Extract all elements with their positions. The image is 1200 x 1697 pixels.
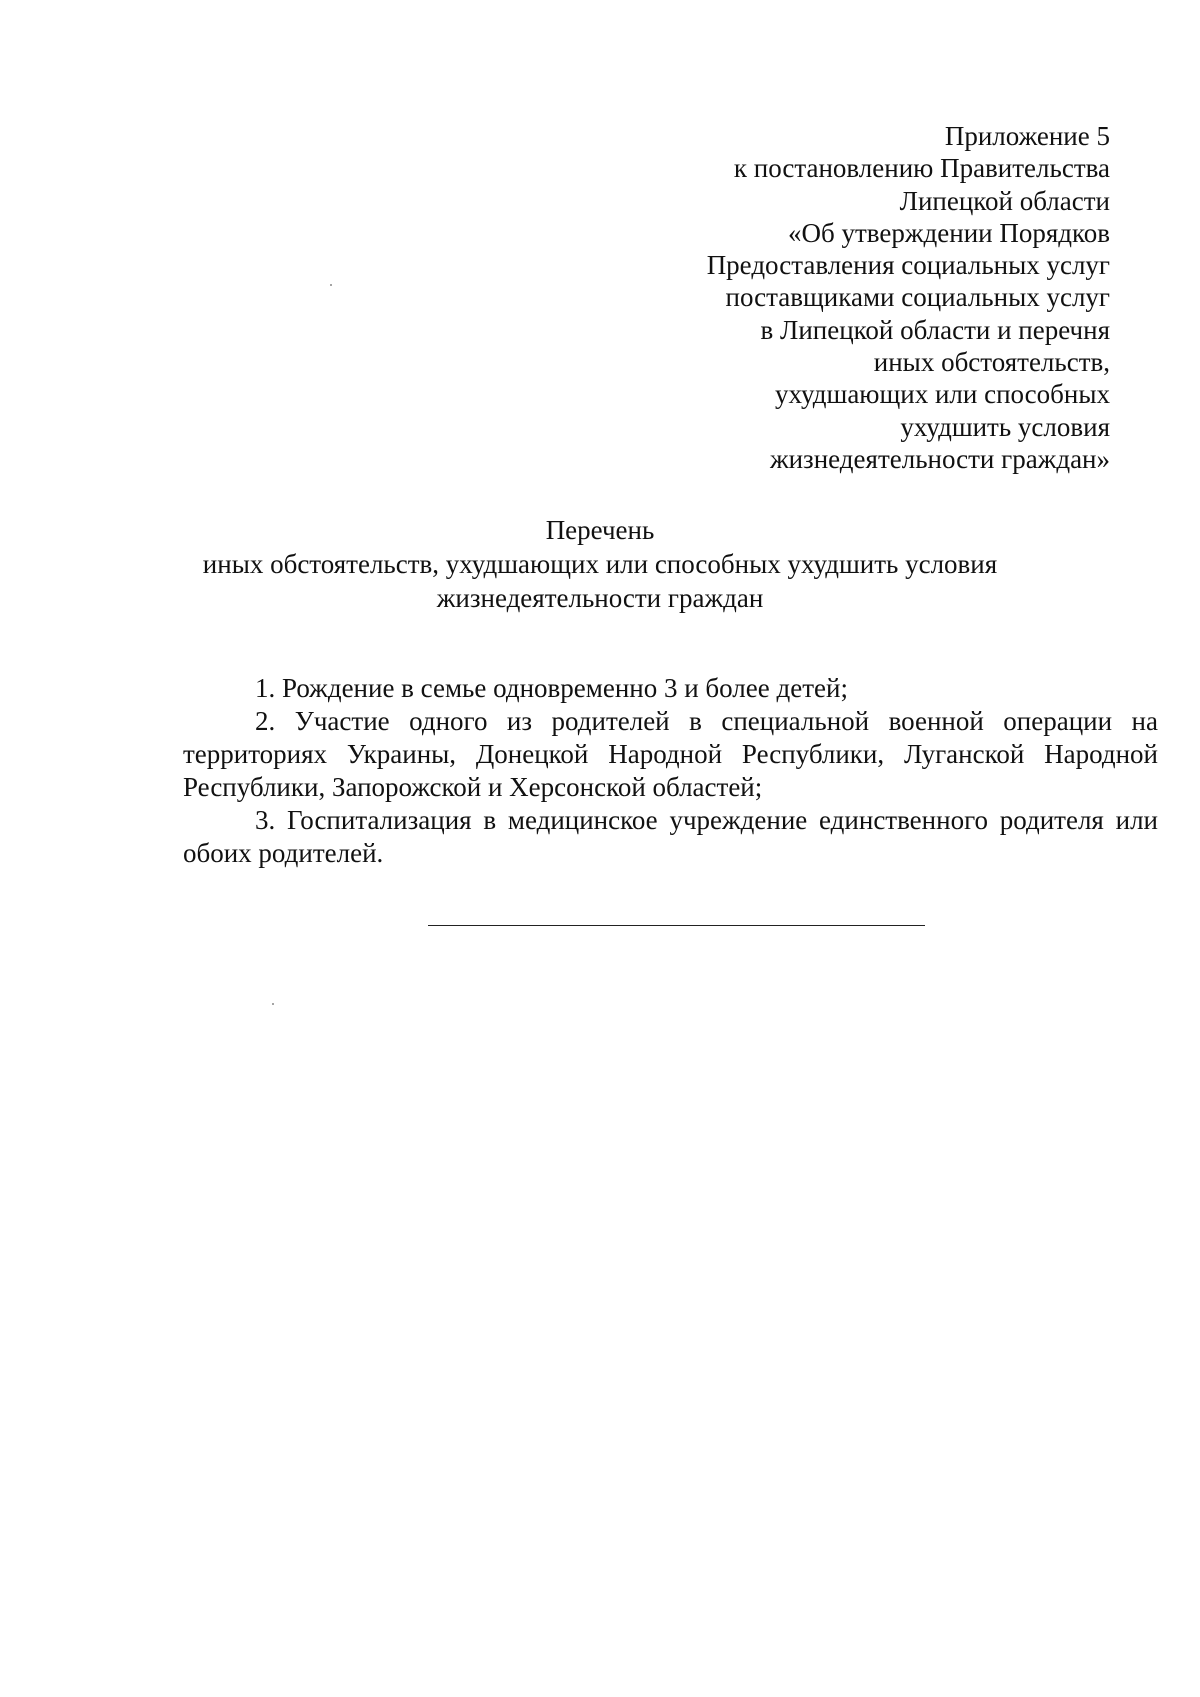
header-line: жизнедеятельности граждан» xyxy=(769,443,1110,474)
header-line: Приложение 5 xyxy=(944,121,1110,151)
scan-speck xyxy=(330,284,332,286)
header-line: Липецкой области xyxy=(899,185,1110,216)
header-line: ухудшающих или способных xyxy=(775,379,1110,410)
title-heading: Перечень xyxy=(545,515,655,545)
header-line: поставщиками социальных услуг xyxy=(725,282,1110,313)
document-title xyxy=(150,513,1050,615)
list-item: 3. Госпитализация в медицинское учреждение единственного родителя или обоих родителей. xyxy=(183,805,1158,868)
header-line: к постановлению Правительства xyxy=(733,153,1110,184)
header-line: иных обстоятельств, xyxy=(873,347,1110,378)
list-item: 2. Участие одного из родителей в специальной военной операции на территориях Украины, Донецкой Народной Республики, Луганской Народной Республики, Запорожской и Херсонской областей; xyxy=(183,706,1158,802)
title-subheading-continued: жизнедеятельности граждан xyxy=(436,583,764,613)
title-subheading: иных обстоятельств, ухудшающих или способных ухудшить условия xyxy=(202,549,998,579)
closing-rule xyxy=(428,925,925,926)
scan-speck xyxy=(272,1003,274,1005)
list-item: 1. Рождение в семье одновременно 3 и более детей; xyxy=(255,673,848,703)
header-line: ухудшить условия xyxy=(900,411,1110,442)
header-line: в Липецкой области и перечня xyxy=(760,314,1110,345)
appendix-header xyxy=(590,120,1110,475)
header-line: Предоставления социальных услуг xyxy=(706,250,1110,281)
circumstances-list xyxy=(183,672,1158,870)
header-line: «Об утверждении Порядков xyxy=(788,217,1110,248)
